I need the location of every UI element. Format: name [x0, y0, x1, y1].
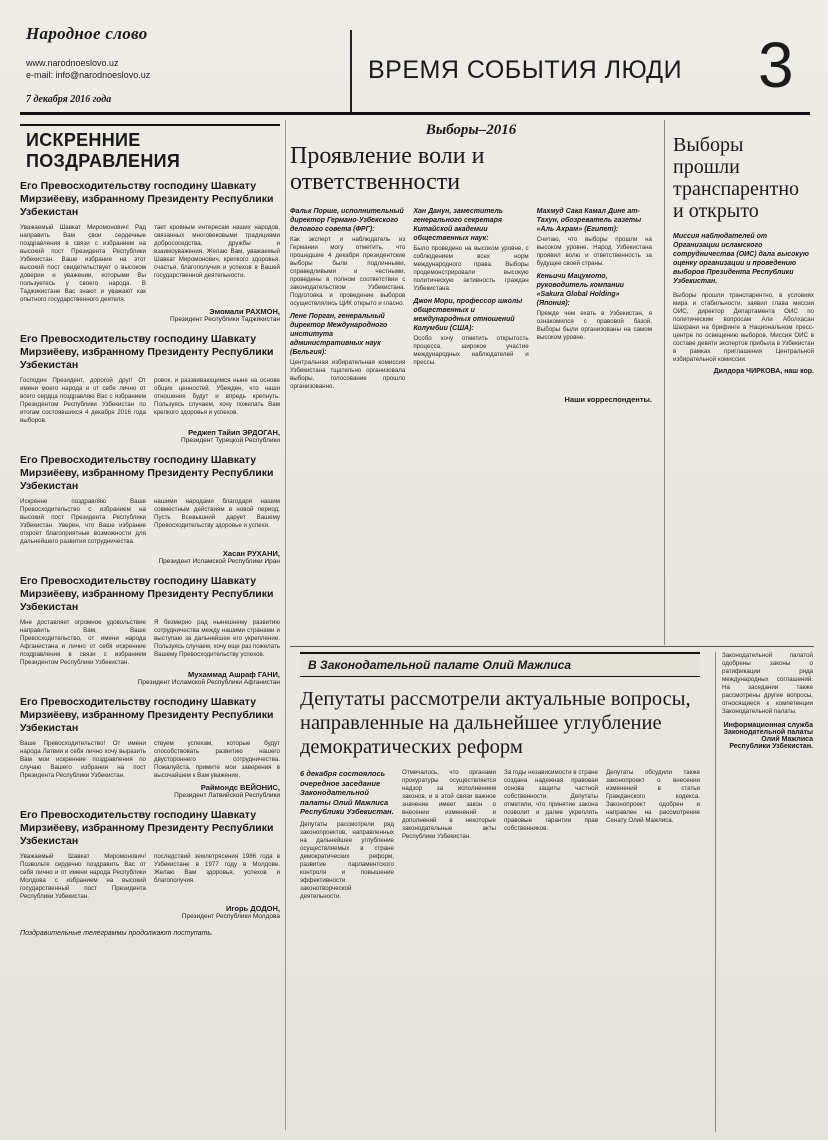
issue-date: 7 декабря 2016 года [26, 94, 112, 105]
greeting-signature [20, 307, 280, 323]
greeting-text: Господин Президент, дорогой друг! От имени моего народа и от себя лично от всего сердца поздравляю Вас с избранием Президентом Республики Узбекистан по итогам состоявшихся 4 декабря 2016 года выборов. [20, 377, 146, 424]
greeting-text: Искренне поздравляю Вашe Превосходительство с избранием на высокий пост Президента Республики Узбекистан. Уверен, что Ваше избрание откроет благоприятные возможности для дальнейшего развития сотрудничества. [20, 498, 146, 545]
greeting-signature [20, 549, 280, 565]
signer-name: Дилдора ЧИРКОВА, [713, 368, 783, 375]
signer-role: Президент Исламской Республики Афганистан [137, 679, 280, 686]
greeting-text: последствий землетрясения 1986 года в Узбекистане в 1977 году в Молдове. Желаю Вам здоровья, успехов и благополучия. [154, 853, 280, 884]
parliament-article [290, 652, 814, 1132]
quote-byline: Махмуд Сака Камал Дине ат-Тахун, обозреватель газеты «Аль Ахрам» (Египет): [536, 208, 642, 233]
article-column [504, 769, 598, 901]
signer-name: Раймондс ВЕЙОНИС, [200, 783, 280, 792]
article-lead: 6 декабря состоялось очередное заседание Законодательной палаты Олий Мажлиса Республики Узбекистан. [300, 769, 394, 816]
greeting-item [20, 575, 280, 686]
article-lead: Миссия наблюдателей от Организации исламского сотрудничества (ОИС) дала высокую оценку организации и проведению выборов Президента Республики Узбекистан. [673, 233, 809, 285]
article-headline: Выборы прошли транспарентно и открыто [673, 134, 800, 222]
quote-text: Считаю, что выборы прошли на высоком уровне. Народ Узбекистана проявил волю и ответственность за будущее своей страны. [536, 236, 652, 267]
article-column [413, 203, 528, 391]
greeting-title: Его Превосходительству господину Шавкату Мирзиёеву, избранному Президенту Республики Узбекистан [20, 180, 274, 218]
greeting-item [20, 180, 280, 323]
greeting-signature [20, 783, 280, 799]
oic-article [664, 120, 814, 645]
article-credit: Наши корреспонденты. [564, 395, 652, 404]
greeting-text: Уважаемый Шавкат Миромонович! Позвольте сердечно поздравить Вас от себя лично и от имени народа Республики Молдова с избранием на высокий государственный пост Президента Республики Узбекистан. [20, 853, 146, 900]
email-link[interactable]: e-mail: info@narodnoeslovo.uz [26, 70, 151, 80]
signer-name: Эмомали РАХМОН, [209, 307, 280, 316]
section-title: ВРЕМЯ СОБЫТИЯ ЛЮДИ [368, 56, 683, 84]
greeting-text: Уважаемый Шавкат Миромонович! Рад направить Вам свои сердечные поздравления в связи с избранием на высокий пост Президента Республики Узбекистан. Ваше избрание на этот высокий пост свидетельствует о высоком доверии и уважении, которыми Вы пользуетесь у своего народа. В Таджикистане Вас знают и уважают как опытного государственного деятеля. [20, 224, 146, 303]
article-signature [673, 368, 814, 375]
greeting-text: Я безмерно рад нынешнему развитию сотрудничества между нашими странами и выступаю за дальнейшее его укрепление. Пользуясь случаем, хочу еще раз пожелать Вашему Превосходительству успехов. [154, 619, 280, 658]
article-text: Выборы прошли транспарентно, в условиях мира и стабильности, заявил глава миссии ОИС, директор Департамента ОИС по политическим вопросам Али Аболхасан Шахрани на брифинге в Национальном пресс-центре по освещению выборов. Миссия ОИС в составе девяти экспертов прибыла в Узбекистан в рамках приглашения Центральной избирательной комиссии. [673, 292, 814, 363]
greeting-item [20, 809, 280, 920]
website-link[interactable]: www.narodnoeslovo.uz [26, 58, 119, 68]
article-rubric: В Законодательной палате Олий Мажлиса [300, 652, 700, 677]
greeting-item [20, 333, 280, 444]
greeting-signature [20, 670, 280, 686]
article-column [290, 203, 405, 391]
quote-byline: Джон Мори, профессор школы общественных и международных отношений Колумбии (США): [413, 298, 523, 332]
signer-role: наш кор. [784, 368, 814, 375]
quote-text: Как эксперт и наблюдатель из Германии могу отметить, что прошедшие 4 декабря президентские выборы были подлинными, справедливыми и честными, проведены в полном соответствии с законодательством Узбекистана. Подготовка и проведение выборов осуществлялись ЦИК открыто и гласно. [290, 236, 406, 307]
greetings-headline: ИСКРЕННИЕ ПОЗДРАВЛЕНИЯ [20, 124, 280, 180]
greeting-signature [20, 904, 280, 920]
article-text: Депутаты обсудили также законопроект о внесении изменений в статьи Гражданского кодекса. Законопроект одобрен и направлен на рассмотрение Сенату Олий Мажлиса. [606, 769, 700, 824]
signer-role: Президент Турецкой Республики [181, 437, 280, 444]
greeting-text: ровок, и раззвивающимся ныне на основе общих ценностей. Убежден, что наши отношения будут и впредь крепнуть. Пользуясь случаем, хочу пожелать Вам крепкого здоровья и успехов. [154, 377, 280, 416]
signer-role: Президент Республики Таджикистан [170, 316, 280, 323]
article-column [537, 203, 652, 391]
greeting-text: тает кровным интересам наших народов, связанных многовековыми традициями добрососедства, дружбы и взаимоуважения. Желаю Вам, уважаемый Шавкат Миромонович, крепкого здоровья, счастья, благополучия и успехов в Вашей государственной деятельности. [154, 224, 280, 279]
greeting-text: Мне доставляет огромное удовольствие направить Вам, Ваше Превосходительство, от имени народа Афганистана и лично от себя искренние поздравления в связи с избранием Президентом Республики Узбекистан. [20, 619, 146, 666]
paper-name: Народное слово [26, 24, 148, 43]
signer-role: Президент Исламской Республики Иран [158, 558, 280, 565]
elections-article [290, 120, 652, 645]
column-divider [285, 120, 286, 1130]
article-text: За годы независимости в стране создана надежная правовая основа защиты частной собственности. Депутаты отметили, что принятие закона позволит и далее укреплять правовые гарантии прав собственников. [504, 769, 598, 832]
greeting-title: Его Превосходительству господину Шавкату Мирзиёеву, избранному Президенту Республики Узбекистан [20, 454, 274, 492]
article-credit: Информационная служба Законодательной палаты Олий Мажлиса Республики Узбекистан. [723, 722, 813, 750]
article-text: Законодательной палатой одобрены законы о ратификации ряда международных соглашений. На заседании также рассмотрены другие вопросы, относящиеся к компетенции Законодательной палаты. [722, 652, 813, 715]
section-divider [290, 646, 814, 647]
greetings-column [20, 120, 280, 1130]
signer-name: Хасан РУХАНИ, [222, 549, 280, 558]
article-headline: Депутаты рассмотрели актуальные вопросы, направленные на дальнейшее углубление демократических реформ [300, 688, 691, 758]
page-number: 3 [758, 29, 794, 101]
greeting-text: Ваше Превосходительство! От имени народа Латвии и себя лично хочу выразить Вам мои искренние поздравления по случаю Вашего избрания на пост Президента Республики Узбекистан. [20, 740, 146, 779]
quote-text: Было проведено на высоком уровне, с соблюдением всех норм международного права. Выборы продемонстрировали высокую политическую активность граждан Узбекистана. [413, 245, 529, 292]
greeting-item [20, 454, 280, 565]
quote-text: Особо хочу отметить открытость процесса, широкое участие международных наблюдателей и прессы. [413, 335, 529, 366]
signer-name: Реджеп Тайип ЭРДОГАН, [188, 428, 280, 437]
signer-role: Президент Латвийской Республики [174, 792, 280, 799]
quote-text: Прежде чем ехать в Узбекистан, я ознакомился с правовой базой. Выборы были организованы на самом высоком уровне. [536, 310, 652, 341]
quote-byline: Хан Данун, заместитель генерального секретаря Китайской академии общественных наук: [413, 208, 503, 242]
article-side-column [715, 652, 813, 1132]
greeting-item [20, 696, 280, 799]
greetings-footer: Поздравительные телеграммы продолжают поступать. [20, 930, 214, 937]
quote-byline: Фальк Порше, исполнительный директор Германо-Узбекского делового совета (ФРГ): [290, 208, 404, 233]
greeting-signature [20, 428, 280, 444]
signer-name: Игорь ДОДОН, [225, 904, 280, 913]
greeting-title: Его Превосходительству господину Шавкату Мирзиёеву, избранному Президенту Республики Узбекистан [20, 333, 274, 371]
greeting-text: нашими народами благодаря нашим совместным действиям в новой период. Пусть Всевышний дарует Вашему Превосходительству здоровье и успехи. [154, 498, 280, 529]
masthead-divider [350, 30, 352, 112]
article-column [606, 769, 700, 901]
top-rule [20, 112, 810, 115]
article-headline: Проявление воли и ответственности [290, 143, 485, 195]
signer-role: Президент Республики Молдова [181, 913, 280, 920]
greeting-title: Его Превосходительству господину Шавкату Мирзиёеву, избранному Президенту Республики Узбекистан [20, 809, 274, 847]
article-overline: Выборы–2016 [425, 122, 517, 138]
article-column [300, 769, 394, 901]
signer-name: Мухаммад Ашраф ГАНИ, [187, 670, 280, 679]
quote-byline: Кеньичи Мацумото, руководитель компании «Sakura Global Holding» (Япония): [536, 273, 624, 307]
article-text: Депутаты рассмотрели ряд законопроектов, направленных на дальнейшее углубление осуществляемых в стране демократических реформ, развитие парламентского контроля и повышение эффективности законотворческой деятельности. [300, 820, 394, 900]
quote-text: Центральная избирательная комиссия Узбекистана тщательно организовала выборы, голосование прошло организованно. [290, 359, 406, 390]
quote-byline: Лене Порган, генеральный директор Международного института административных наук (Бельгия): [290, 313, 388, 356]
greeting-text: ствуем успехам, которые будут способствовать развитию нашего двустороннего сотрудничества. Пожалуйста, примите мои заверения в высочайшем к Вам уважении. [154, 740, 280, 779]
greeting-title: Его Превосходительству господину Шавкату Мирзиёеву, избранному Президенту Республики Узбекистан [20, 575, 274, 613]
article-text: Отмечалось, что органами прокуратуры осуществляется надзор за исполнением законов, и в этой связи важное значение имеет закон о внесении изменений и дополнений в некоторые законодательные акты Республики Узбекистан. [402, 769, 496, 840]
article-column [402, 769, 496, 901]
greeting-title: Его Превосходительству господину Шавкату Мирзиёеву, избранному Президенту Республики Узбекистан [20, 696, 274, 734]
